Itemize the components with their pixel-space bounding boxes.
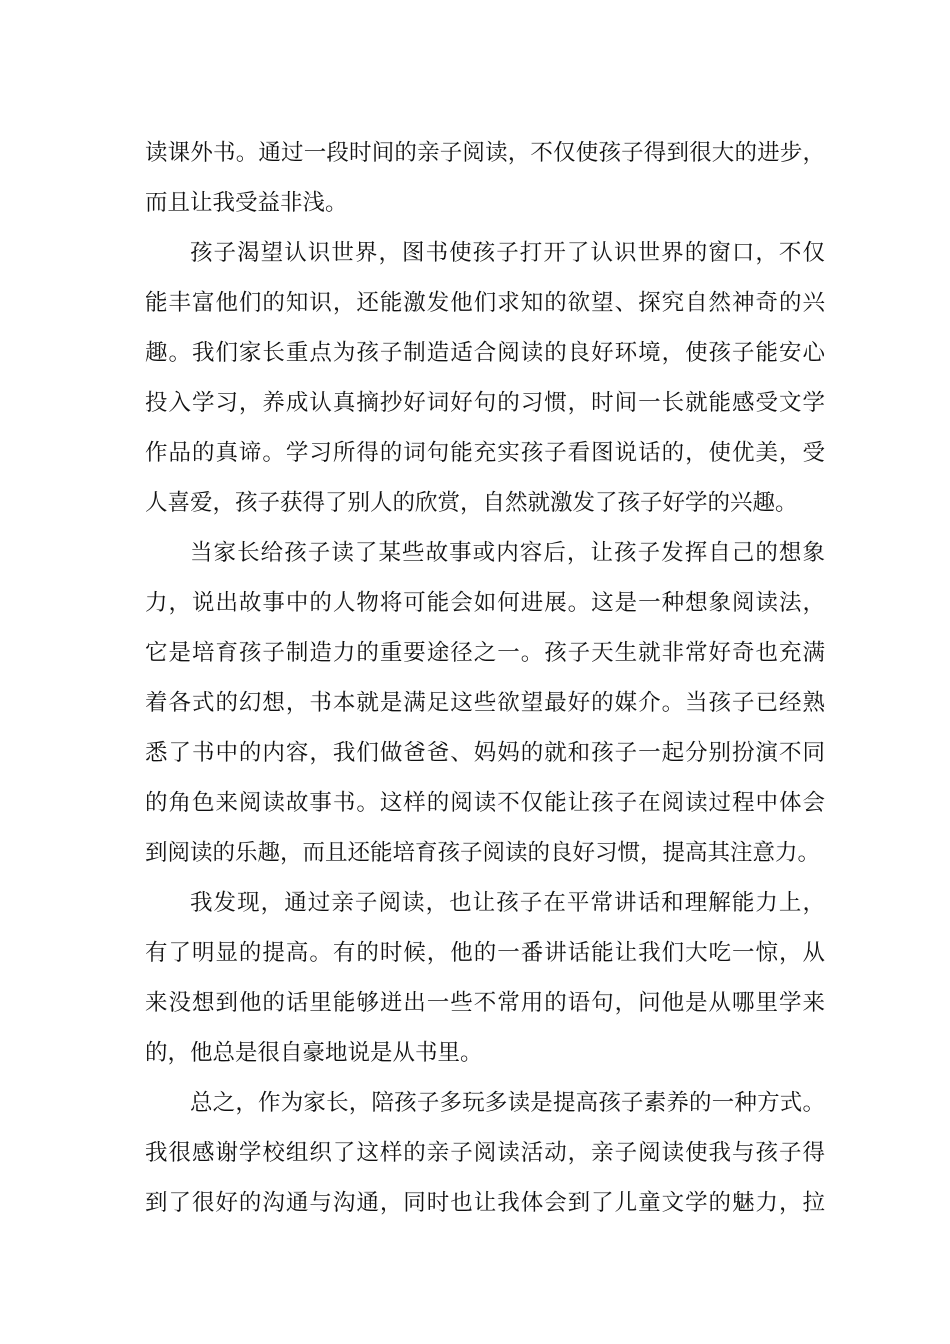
text-line: 力，说出故事中的人物将可能会如何进展。这是一种想象阅读法， (145, 590, 825, 616)
text-line: 我很感谢学校组织了这样的亲子阅读活动，亲子阅读使我与孩子得 (145, 1140, 825, 1166)
text-line: 到阅读的乐趣，而且还能培育孩子阅读的良好习惯，提高其注意力。 (145, 840, 821, 866)
text-line: 有了明显的提高。有的时候，他的一番讲话能让我们大吃一惊，从 (145, 940, 825, 966)
text-line: 的角色来阅读故事书。这样的阅读不仅能让孩子在阅读过程中体会 (145, 790, 825, 816)
text-line: 趣。我们家长重点为孩子制造适合阅读的良好环境，使孩子能安心 (145, 340, 825, 366)
text-line: 作品的真谛。学习所得的词句能充实孩子看图说话的，使优美，受 (145, 440, 825, 466)
text-line: 人喜爱，孩子获得了别人的欣赏，自然就激发了孩子好学的兴趣。 (145, 490, 798, 516)
paragraph-first-line: 孩子渴望认识世界，图书使孩子打开了认识世界的窗口，不仅 (190, 240, 825, 266)
paragraph-first-line: 总之，作为家长，陪孩子多玩多读是提高孩子素养的一种方式。 (190, 1090, 825, 1116)
text-line: 着各式的幻想，书本就是满足这些欲望最好的媒介。当孩子已经熟 (145, 690, 825, 716)
text-line: 投入学习，养成认真摘抄好词好句的习惯，时间一长就能感受文学 (145, 390, 825, 416)
text-line: 读课外书。通过一段时间的亲子阅读，不仅使孩子得到很大的进步， (145, 140, 825, 166)
text-line: 的，他总是很自豪地说是从书里。 (145, 1040, 483, 1066)
paragraph-first-line: 当家长给孩子读了某些故事或内容后，让孩子发挥自己的想象 (190, 540, 825, 566)
text-line: 来没想到他的话里能够迸出一些不常用的语句，问他是从哪里学来 (145, 990, 825, 1016)
text-line: 悉了书中的内容，我们做爸爸、妈妈的就和孩子一起分别扮演不同 (145, 740, 825, 766)
text-line: 到了很好的沟通与沟通，同时也让我体会到了儿童文学的魅力，拉 (145, 1190, 825, 1216)
document-body (145, 128, 825, 1228)
text-line: 能丰富他们的知识，还能激发他们求知的欲望、探究自然神奇的兴 (145, 290, 825, 316)
text-line: 它是培育孩子制造力的重要途径之一。孩子天生就非常好奇也充满 (145, 640, 825, 666)
text-line: 而且让我受益非浅。 (145, 190, 348, 216)
paragraph-first-line: 我发现，通过亲子阅读，也让孩子在平常讲话和理解能力上， (190, 890, 825, 916)
